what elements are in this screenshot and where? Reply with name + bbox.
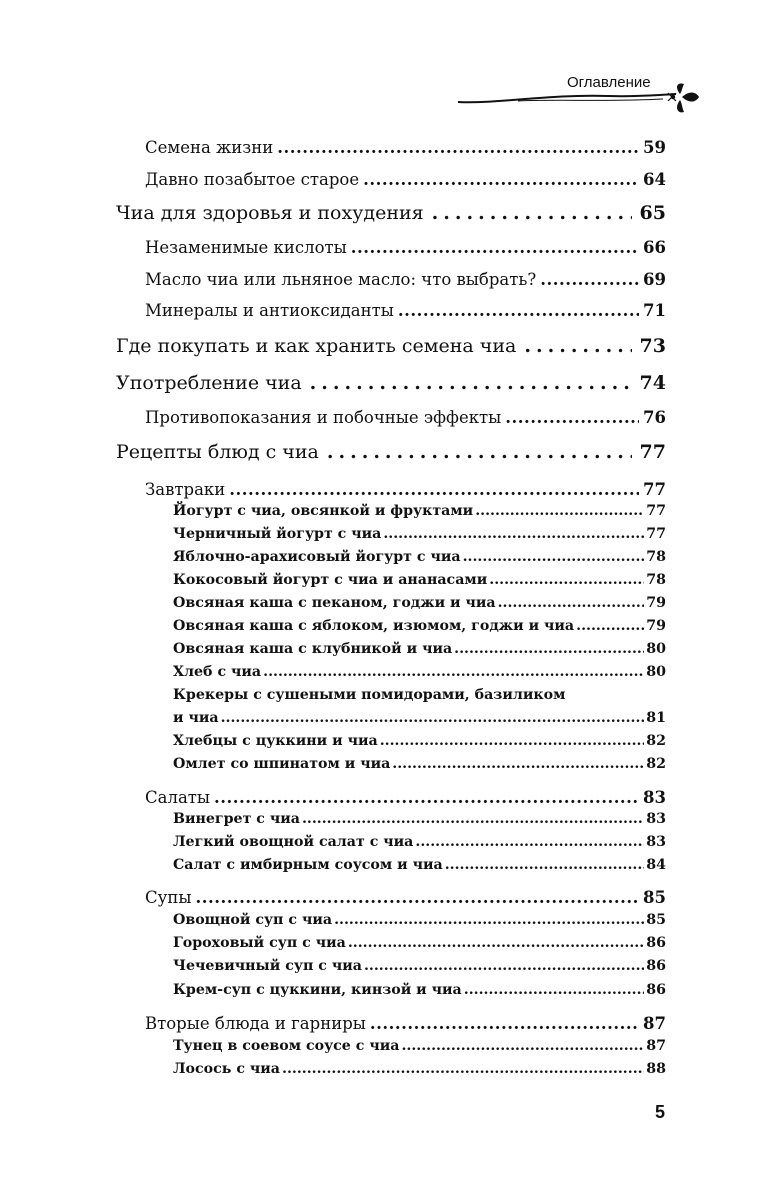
toc-page-number: 82: [646, 733, 666, 749]
dot-leader: [348, 935, 644, 951]
dot-leader: [454, 641, 644, 657]
toc-entry-title: Салаты: [145, 788, 211, 807]
dot-leader: [398, 301, 639, 320]
toc-entry-title: Овсяная каша с клубникой и чиа: [173, 641, 453, 657]
toc-page-number: 78: [646, 549, 666, 565]
toc-recipe-entry[interactable]: [173, 834, 666, 850]
toc-chapter-entry[interactable]: [116, 202, 666, 224]
toc-page-number: 79: [646, 618, 666, 634]
toc-recipe-entry[interactable]: [173, 912, 666, 928]
toc-entry-title: Семена жизни: [145, 138, 274, 157]
toc-page-number: 80: [646, 664, 666, 680]
toc-entry-title: Хлеб с чиа: [173, 664, 262, 680]
toc-page-number: 71: [643, 301, 666, 320]
toc-entry-title: Кокосовый йогурт с чиа и ананасами: [173, 572, 488, 588]
dot-leader: [263, 664, 644, 680]
dot-leader: [370, 1014, 639, 1033]
toc-entry[interactable]: [145, 170, 666, 189]
toc-page-number: 65: [639, 202, 666, 224]
dot-leader: [214, 788, 639, 807]
toc-chapter-entry[interactable]: [116, 372, 666, 394]
toc-recipe-entry[interactable]: [173, 595, 666, 611]
toc-entry[interactable]: [145, 408, 666, 427]
toc-entry-title: Хлебцы с цуккини и чиа: [173, 733, 378, 749]
toc-entry[interactable]: [145, 238, 666, 257]
toc-entry-title: Давно позабытое старое: [145, 170, 360, 189]
dot-leader: [415, 834, 644, 850]
toc-chapter-entry[interactable]: [116, 335, 666, 357]
toc-page-number: 85: [643, 888, 666, 907]
toc-recipe-entry[interactable]: [173, 664, 666, 680]
toc-page-number: 84: [646, 857, 666, 873]
dot-leader: [505, 408, 639, 427]
toc-recipe-entry[interactable]: [173, 958, 666, 974]
toc-entry[interactable]: [145, 1014, 666, 1033]
toc-page-number: 73: [639, 335, 666, 357]
dot-leader: [310, 372, 632, 394]
dot-leader: [401, 1038, 644, 1054]
dot-leader: [498, 595, 645, 611]
toc-page-number: 86: [646, 958, 666, 974]
dot-leader: [351, 238, 639, 257]
dot-leader: [380, 733, 645, 749]
toc-recipe-entry[interactable]: [173, 1061, 666, 1077]
toc-recipe-entry[interactable]: [173, 526, 666, 542]
toc-page-number: 66: [643, 238, 666, 257]
toc-page-number: 74: [639, 372, 666, 394]
toc-page-number: 85: [646, 912, 666, 928]
dot-leader: [229, 480, 639, 499]
toc-page-number: 83: [643, 788, 666, 807]
toc-entry-title: Минералы и антиоксиданты: [145, 301, 394, 320]
toc-entry-title: Тунец в соевом соусе с чиа: [173, 1038, 400, 1054]
dot-leader: [277, 138, 639, 157]
toc-entry-title: Чечевичный суп с чиа: [173, 958, 362, 974]
toc-page-number: 86: [646, 982, 666, 998]
toc-entry-title: Салат с имбирным соусом и чиа: [173, 857, 443, 873]
toc-entry[interactable]: [145, 301, 666, 320]
toc-entry-title: Овощной суп с чиа: [173, 912, 333, 928]
toc-entry-title: Винегрет с чиа: [173, 811, 300, 827]
toc-entry-title: Омлет со шпинатом и чиа: [173, 756, 391, 772]
toc-page-number: 77: [643, 480, 666, 499]
toc-entry-title: и чиа: [173, 710, 219, 726]
toc-recipe-entry[interactable]: [173, 1038, 666, 1054]
toc-page-number: 69: [643, 270, 666, 289]
dot-leader: [282, 1061, 644, 1077]
dot-leader: [334, 912, 644, 928]
toc-page-number: 80: [646, 641, 666, 657]
toc-chapter-entry[interactable]: [116, 441, 666, 463]
toc-page-number: 87: [646, 1038, 666, 1054]
dot-leader: [364, 958, 644, 974]
toc-page-number: 77: [646, 503, 666, 519]
toc-entry-title: Яблочно-арахисовый йогурт с чиа: [173, 549, 461, 565]
dot-leader: [540, 270, 639, 289]
toc-page-number: 59: [643, 138, 666, 157]
toc-entry-title: Рецепты блюд с чиа: [116, 441, 319, 463]
dot-leader: [221, 710, 645, 726]
toc-page-number: 88: [646, 1061, 666, 1077]
toc-entry-title: Употребление чиа: [116, 372, 302, 394]
toc-entry-title: Гороховый суп с чиа: [173, 935, 346, 951]
toc-recipe-entry[interactable]: [173, 618, 666, 634]
toc-entry-title: Крем-суп с цуккини, кинзой и чиа: [173, 982, 462, 998]
toc-entry[interactable]: [145, 888, 666, 907]
toc-entry-title: Масло чиа или льняное масло: что выбрать?: [145, 270, 537, 289]
toc-recipe-entry[interactable]: [173, 710, 666, 726]
toc-entry-title: Противопоказания и побочные эффекты: [145, 408, 502, 427]
dot-leader: [463, 549, 645, 565]
toc-page-number: 77: [646, 526, 666, 542]
toc-page-number: 86: [646, 935, 666, 951]
toc-page-number: 83: [646, 834, 666, 850]
dot-leader: [576, 618, 644, 634]
toc-entry[interactable]: [145, 138, 666, 157]
toc-page-number: 76: [643, 408, 666, 427]
toc-recipe-entry[interactable]: [173, 572, 666, 588]
toc-entry[interactable]: [145, 270, 666, 289]
toc-recipe-entry[interactable]: [173, 756, 666, 772]
dot-leader: [475, 503, 644, 519]
page-number: 5: [655, 1102, 666, 1122]
toc-entry-title: Вторые блюда и гарниры: [145, 1014, 366, 1033]
toc-page-number: 79: [646, 595, 666, 611]
dot-leader: [464, 982, 645, 998]
dot-leader: [445, 857, 645, 873]
toc-entry-title: Овсяная каша с яблоком, изюмом, годжи и чиа: [173, 618, 575, 634]
dot-leader: [392, 756, 644, 772]
dot-leader: [432, 202, 632, 224]
toc-page-number: 77: [639, 441, 666, 463]
toc-recipe-entry[interactable]: [173, 935, 666, 951]
toc-page-number: 81: [646, 710, 666, 726]
toc-entry-title: Овсяная каша с пеканом, годжи и чиа: [173, 595, 496, 611]
toc-entry-title: Легкий овощной салат с чиа: [173, 834, 414, 850]
dot-leader: [195, 888, 639, 907]
dot-leader: [363, 170, 639, 189]
toc-page-number: 83: [646, 811, 666, 827]
toc-entry-title: Где покупать и как хранить семена чиа: [116, 335, 517, 357]
toc-recipe-entry[interactable]: [173, 857, 666, 873]
toc-recipe-entry[interactable]: [173, 733, 666, 749]
toc-page-number: 87: [643, 1014, 666, 1033]
toc-recipe-entry[interactable]: [173, 549, 666, 565]
toc-recipe-entry[interactable]: [173, 982, 666, 998]
toc-recipe-entry[interactable]: [173, 811, 666, 827]
running-header-title: Оглавление: [567, 74, 651, 91]
toc-entry-title: Лосось с чиа: [173, 1061, 280, 1077]
toc-recipe-entry[interactable]: [173, 641, 666, 657]
toc-page-number: 82: [646, 756, 666, 772]
toc-entry-title: Черничный йогурт с чиа: [173, 526, 382, 542]
dot-leader: [383, 526, 644, 542]
dot-leader: [524, 335, 631, 357]
toc-entry-title: Супы: [145, 888, 192, 907]
toc-entry-title: Завтраки: [145, 480, 226, 499]
dot-leader: [327, 441, 632, 463]
toc-entry[interactable]: [145, 480, 666, 499]
toc-page-number: 64: [643, 170, 666, 189]
toc-entry-title: Йогурт с чиа, овсянкой и фруктами: [173, 503, 474, 519]
toc-entry-title: Незаменимые кислоты: [145, 238, 347, 257]
toc-entry[interactable]: [145, 788, 666, 807]
dot-leader: [489, 572, 644, 588]
toc-recipe-entry[interactable]: [173, 503, 666, 519]
toc-recipe-entry-first-line[interactable]: Крекеры с сушеными помидорами, базиликом: [173, 687, 566, 703]
dot-leader: [302, 811, 644, 827]
toc-page-number: 78: [646, 572, 666, 588]
toc-entry-title: Чиа для здоровья и похудения: [116, 202, 424, 224]
